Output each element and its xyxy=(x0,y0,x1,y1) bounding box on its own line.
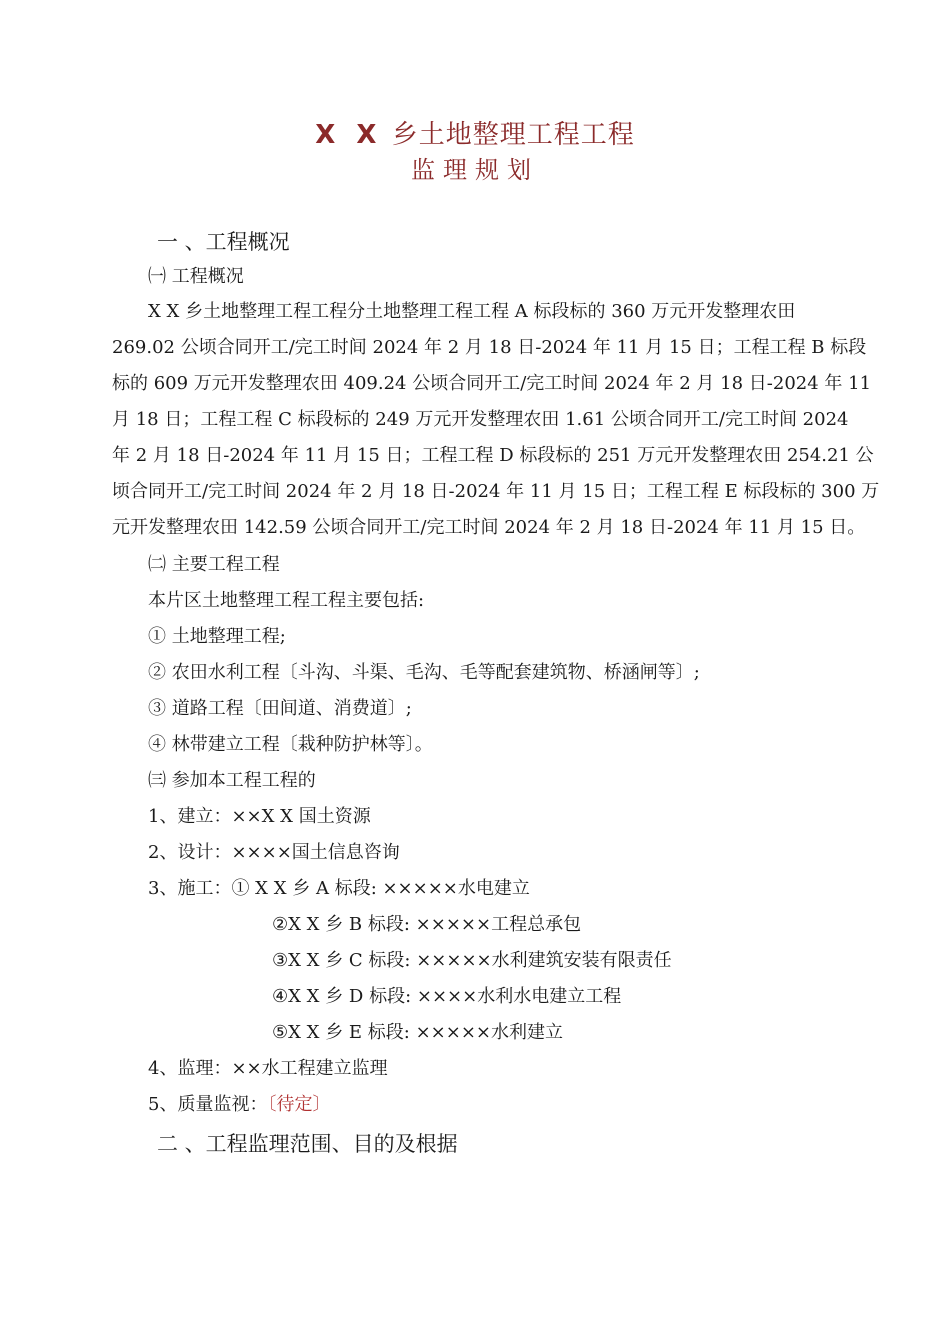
works-item: ② 农田水利工程〔斗沟、斗渠、毛沟、毛等配套建筑物、桥涵闸等〕; xyxy=(148,662,700,683)
paragraph-line: 年 2 月 18 日-2024 年 11 月 15 日；工程工程 D 标段标的 251 万元开发整理农田 254.21 公 xyxy=(112,445,874,466)
works-item: ① 土地整理工程; xyxy=(148,626,286,647)
paragraph-line: 标的 609 万元开发整理农田 409.24 公顷合同开工/完工时间 2024 年 2 月 18 日-2024 年 11 xyxy=(112,373,872,394)
paragraph-line: 顷合同开工/完工时间 2024 年 2 月 18 日-2024 年 11 月 15 日；工程工程 E 标段标的 300 万 xyxy=(112,481,880,502)
doc-title-line2: 监理规划 xyxy=(411,156,539,184)
paragraph-line: 269.02 公顷合同开工/完工时间 2024 年 2 月 18 日-2024 年 11 月 15 日；工程工程 B 标段 xyxy=(112,337,867,358)
paragraph-line: 月 18 日；工程工程 C 标段标的 249 万元开发整理农田 1.61 公顷合同开工/完工时间 2024 xyxy=(112,409,849,430)
subsection3-heading: ㈢ 参加本工程工程的 xyxy=(148,770,316,791)
section2-heading: 二 、工程监理范围、目的及根据 xyxy=(157,1132,458,1156)
quality-monitor-value: 〔待定〕 xyxy=(267,1094,331,1115)
party-designer: 2、设计：××××国土信息咨询 xyxy=(148,842,400,863)
works-item: ④ 林带建立工程〔栽种防护林等〕。 xyxy=(148,734,433,755)
paragraph-line: 元开发整理农田 142.59 公顷合同开工/完工时间 2024 年 2 月 18 日-2024 年 11 月 15 日。 xyxy=(112,517,866,538)
works-item: ③ 道路工程〔田间道、消费道〕; xyxy=(148,698,412,719)
party-quality-monitor xyxy=(148,1093,330,1117)
subsection1-heading: ㈠ 工程概况 xyxy=(148,266,244,287)
doc-title-line1 xyxy=(0,114,950,151)
paragraph-line: X X 乡土地整理工程工程分土地整理工程工程 A 标段标的 360 万元开发整理农田 xyxy=(148,301,796,322)
title-main: 乡土地整理工程工程 xyxy=(391,120,635,150)
party-construction-c: ③X X 乡 C 标段: ×××××水利建筑安装有限责任 xyxy=(272,950,672,971)
party-construction-b: ②X X 乡 B 标段: ×××××工程总承包 xyxy=(272,914,582,935)
quality-monitor-label: 5、质量监视： xyxy=(148,1094,268,1115)
section1-heading: 一 、工程概况 xyxy=(157,230,290,254)
party-builder: 1、建立：××X X 国土资源 xyxy=(148,806,371,827)
party-supervisor: 4、监理：××水工程建立监理 xyxy=(148,1058,388,1079)
works-intro: 本片区土地整理工程工程主要包括: xyxy=(148,590,425,611)
party-construction-d: ④X X 乡 D 标段: ××××水利水电建立工程 xyxy=(272,986,622,1007)
subsection2-heading: ㈡ 主要工程工程 xyxy=(148,554,280,575)
party-construction-e: ⑤X X 乡 E 标段: ×××××水利建立 xyxy=(272,1022,563,1043)
title-xx: X X xyxy=(315,120,383,150)
party-construction-a: 3、施工：① X X 乡 A 标段: ×××××水电建立 xyxy=(148,878,530,899)
